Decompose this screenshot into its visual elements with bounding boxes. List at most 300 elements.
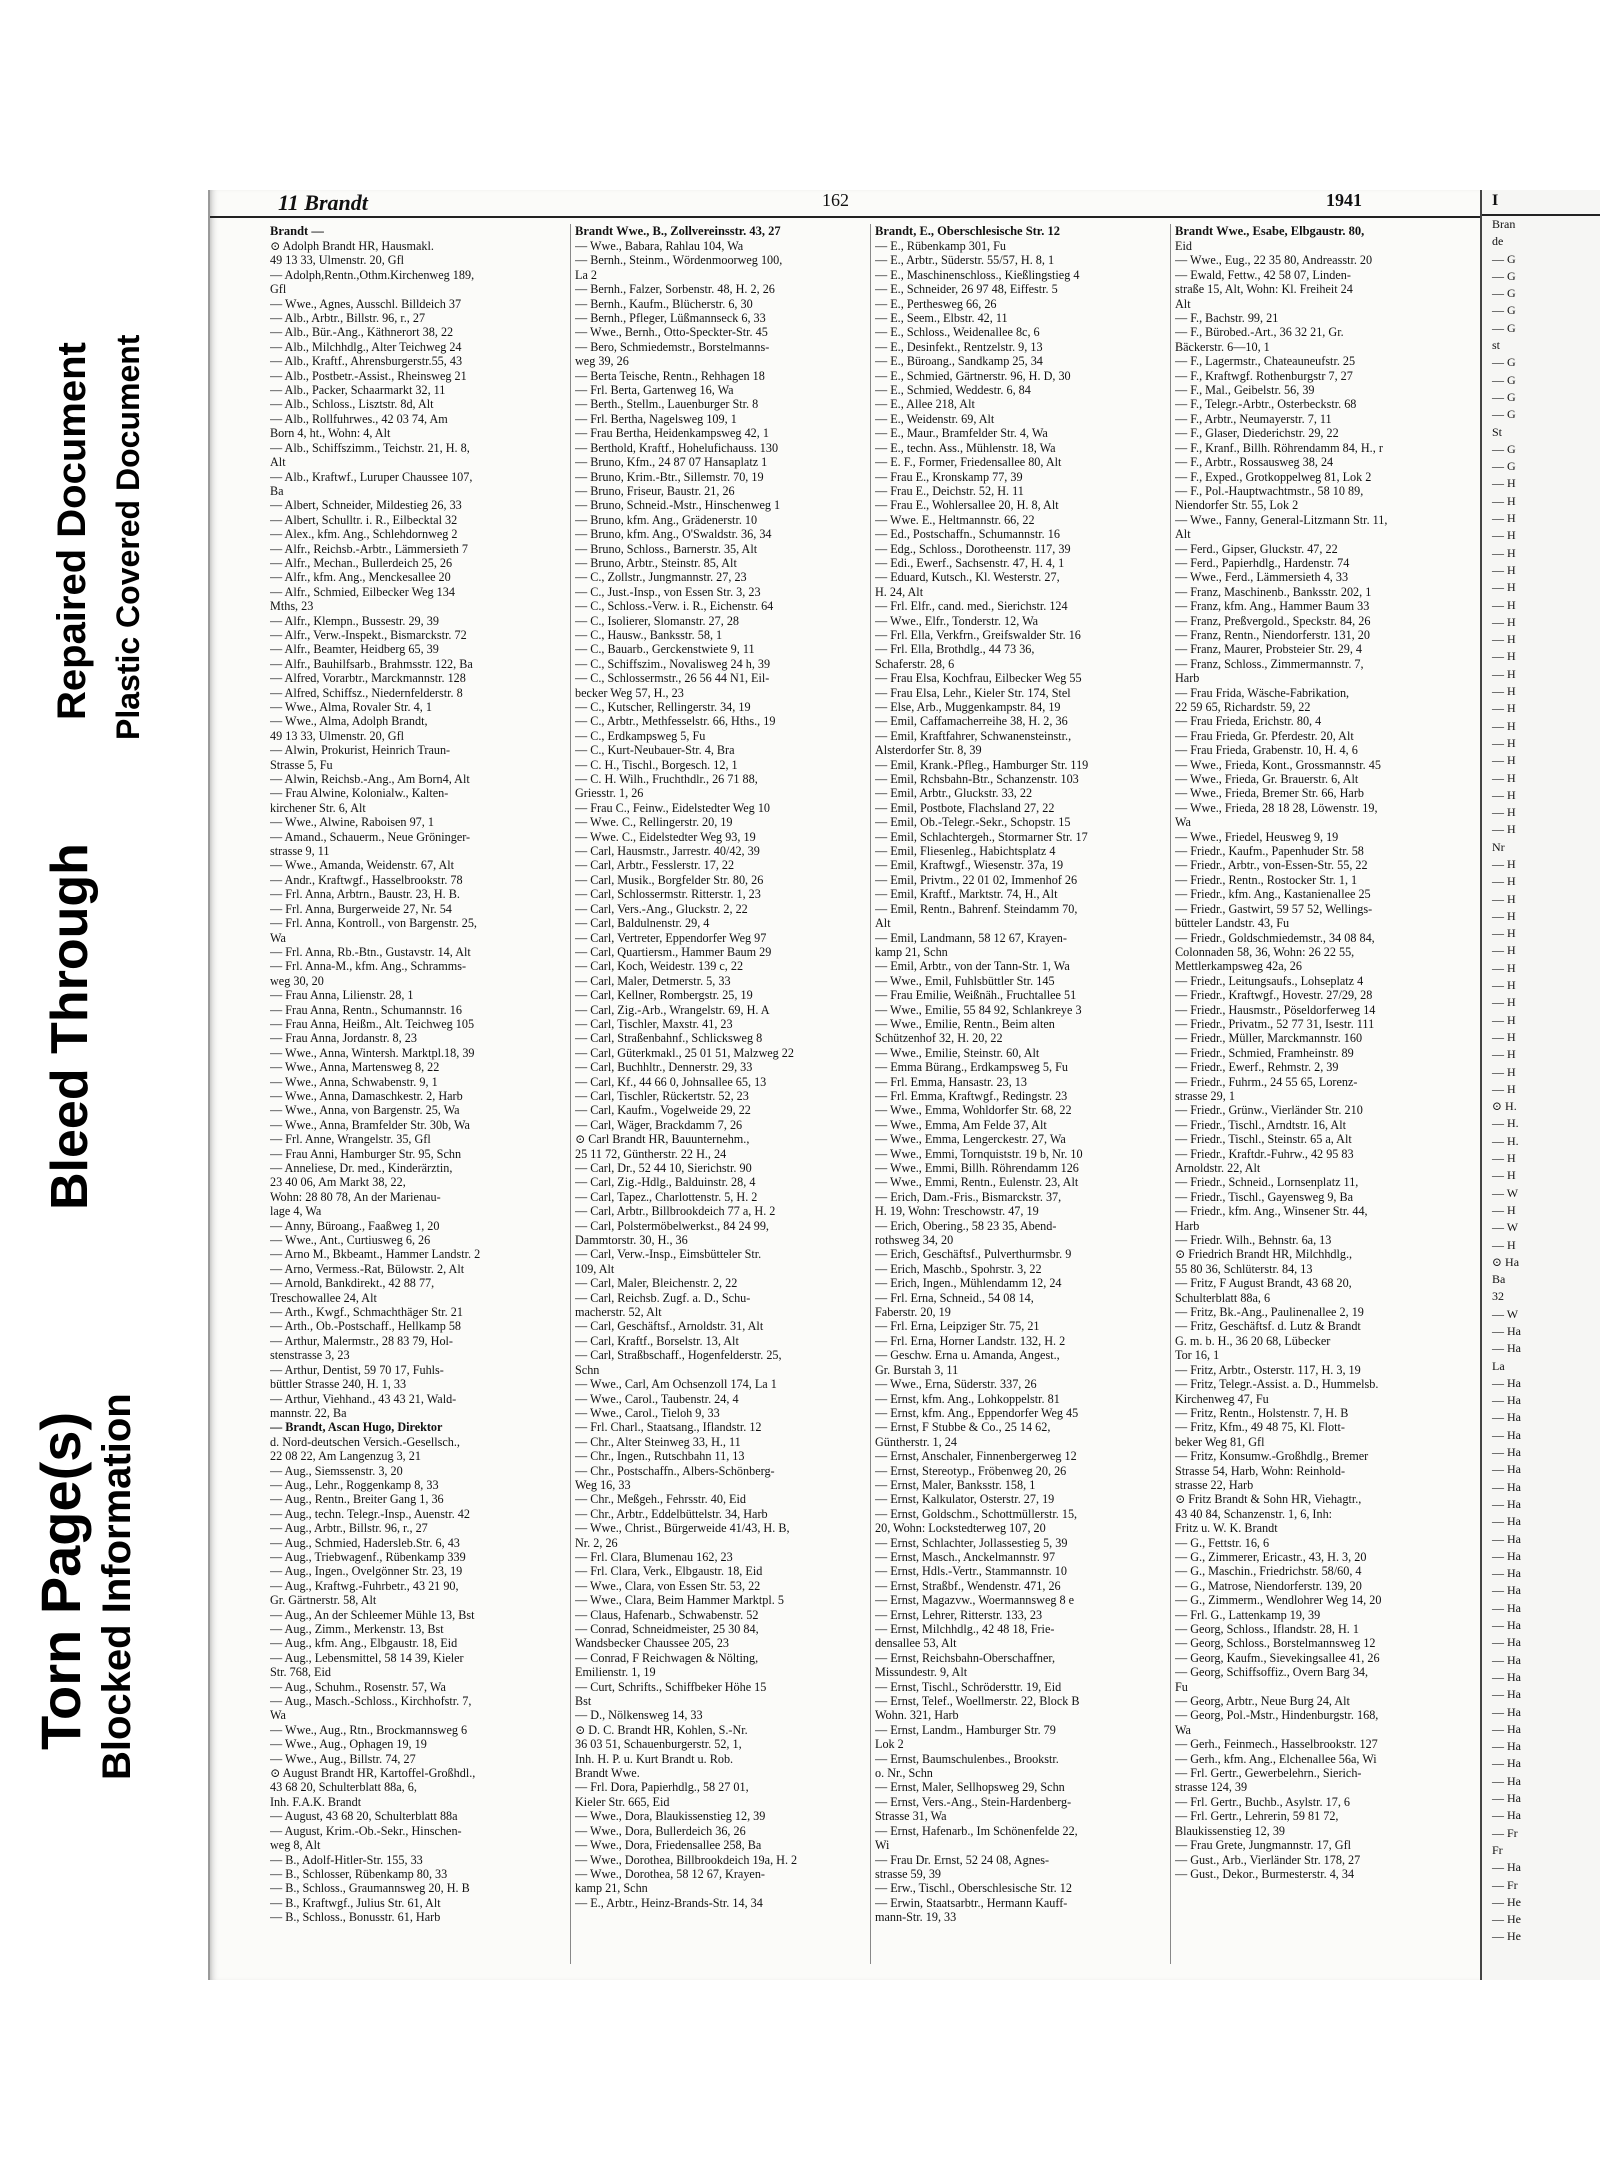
directory-entry: — F., Lagermstr., Chateauneufstr. 25 — [1175, 354, 1356, 369]
directory-entry: Schaferstr. 28, 6 — [875, 656, 955, 671]
directory-entry: 55 80 36, Schlüterstr. 84, 13 — [1175, 1261, 1313, 1276]
directory-entry: — Wwe., Ferd., Lämmersieth 4, 33 — [1175, 570, 1349, 585]
directory-entry: — Wwe., Emil, Fuhlsbüttler Str. 145 — [875, 973, 1055, 988]
label-bleed-through: Bleed Through — [41, 843, 99, 1210]
directory-entry: — Arthur, Malermstr., 28 83 79, Hol- — [270, 1333, 453, 1348]
directory-entry: — Wwe., Bernh., Otto-Speckter-Str. 45 — [575, 325, 768, 340]
directory-entry: — Frau Emilie, Weißnäh., Fruchtallee 51 — [875, 988, 1077, 1003]
directory-entry: — Wwe., Clara, Beim Hammer Marktpl. 5 — [575, 1593, 784, 1608]
directory-entry: — Franz, Schloss., Zimmermannstr. 7, — [1175, 656, 1364, 671]
directory-entry: Gr. Gärtnerstr. 58, Alt — [270, 1593, 377, 1608]
directory-entry: — E., techn. Ass., Mühlenstr. 18, Wa — [875, 440, 1056, 455]
directory-entry: — Fritz, Kfm., 49 48 75, Kl. Flott- — [1175, 1420, 1345, 1435]
directory-entry: Wohn: 28 80 78, An der Marienau- — [270, 1189, 441, 1204]
directory-entry: — G., Matrose, Niendorferstr. 139, 20 — [1175, 1578, 1362, 1593]
directory-entry: — Carl, Zig.-Hdlg., Balduinstr. 28, 4 — [575, 1175, 756, 1190]
directory-entry: — B., Adolf-Hitler-Str. 155, 33 — [270, 1852, 423, 1867]
adjacent-page-line: — H — [1492, 649, 1516, 664]
directory-entry: — Friedr., Schneid., Lornsenplatz 11, — [1175, 1175, 1359, 1190]
directory-entry: Eid — [1175, 239, 1192, 253]
directory-entry: — Ernst, Vers.-Ang., Stein-Hardenberg- — [875, 1794, 1072, 1809]
directory-entry: — Wwe., Frieda, Gr. Brauerstr. 6, Alt — [1175, 772, 1359, 787]
adjacent-page-line: — H — [1492, 770, 1516, 785]
directory-entry: — E., Maschinenschloss., Kießlingstieg 4 — [875, 267, 1080, 282]
directory-entry: — E., Arbtr., Heinz-Brands-Str. 14, 34 — [575, 1895, 763, 1910]
directory-entry: — F., Bürobed.-Art., 36 32 21, Gr. — [1175, 325, 1344, 340]
directory-entry: — Wwe., Anna, Martensweg 8, 22 — [270, 1060, 440, 1075]
label-torn-pages: Torn Page(s) — [29, 1411, 92, 1750]
directory-entry: — Wwe., Emmi, Tornquiststr. 19 b, Nr. 10 — [875, 1146, 1083, 1161]
directory-entry: — Ferd., Papierhdlg., Hardenstr. 74 — [1175, 555, 1350, 570]
directory-entry: — G., Maschin., Friedrichstr. 58/60, 4 — [1175, 1564, 1362, 1579]
directory-entry: — Frl. Dora, Papierhdlg., 58 27 01, — [575, 1780, 749, 1795]
adjacent-page-line: — Ha — [1492, 1427, 1521, 1442]
directory-entry: — F., Pol.-Hauptwachtmstr., 58 10 89, — [1175, 483, 1364, 498]
directory-entry: — Carl, Dr., 52 44 10, Sierichstr. 90 — [575, 1161, 752, 1175]
directory-entry: — Ernst, Hafenarb., Im Schönenfelde 22, — [875, 1823, 1078, 1838]
adjacent-page-line: st — [1492, 338, 1501, 353]
directory-entry: — Frl. Berta, Gartenweg 16, Wa — [575, 383, 734, 398]
directory-entry: — Carl, Buchhltr., Dennerstr. 29, 33 — [575, 1060, 753, 1075]
directory-entry: — Bruno, Schneid.-Mstr., Hinschenweg 1 — [575, 498, 781, 513]
directory-entry: — Alfr., Mechan., Bullerdeich 25, 26 — [270, 555, 453, 570]
directory-entry: — Carl, Vers.-Ang., Gluckstr. 2, 22 — [575, 901, 748, 916]
directory-entry: 20, Wohn: Lockstedterweg 107, 20 — [875, 1521, 1046, 1536]
adjacent-page-line: — Ha — [1492, 1739, 1521, 1754]
directory-entry: — Carl, Kaufm., Vogelweide 29, 22 — [575, 1103, 751, 1118]
directory-entry: — Frau Frieda, Grabenstr. 10, H. 4, 6 — [1175, 743, 1358, 758]
column-2 — [570, 224, 869, 1964]
directory-entry: — Anny, Büroang., Faaßweg 1, 20 — [270, 1218, 440, 1233]
directory-entry: — B., Schloss., Graumannsweg 20, H. B — [270, 1881, 470, 1896]
directory-entry: — Frl. Anna, Burgerweide 27, Nr. 54 — [270, 901, 452, 916]
directory-entry: — Carl, Polstermöbelwerkst., 84 24 99, — [575, 1218, 769, 1233]
directory-entry: — Arthur, Viehhand., 43 43 21, Wald- — [270, 1391, 457, 1406]
adjacent-page-line: — W — [1492, 1185, 1519, 1200]
directory-entry: — Wwe., Emmi, Rentn., Eulenstr. 23, Alt — [875, 1175, 1079, 1190]
directory-entry: Str. 768, Eid — [270, 1665, 331, 1680]
directory-entry: — Wwe., Dora, Blaukissenstieg 12, 39 — [575, 1809, 766, 1824]
directory-entry: weg 30, 20 — [270, 973, 324, 988]
adjacent-page-line: — H — [1492, 493, 1516, 508]
directory-entry: — Aug., Arbtr., Billstr. 96, r., 27 — [270, 1521, 428, 1536]
directory-entry: — Carl, Tischler, Maxstr. 41, 23 — [575, 1016, 733, 1031]
directory-entry: Alt — [1175, 296, 1191, 311]
adjacent-page-line: — Ha — [1492, 1410, 1521, 1425]
directory-entry: — Frl. Clara, Verk., Elbgaustr. 18, Eid — [575, 1564, 763, 1579]
directory-entry: — Wwe., Anna, Damaschkestr. 2, Harb — [270, 1088, 463, 1103]
directory-entry: — Erwin, Staatsarbtr., Hermann Kauff- — [875, 1895, 1068, 1910]
directory-entry: straße 15, Alt, Wohn: Kl. Freiheit 24 — [1175, 282, 1353, 297]
directory-entry: — Alfred, Vorarbtr., Marckmannstr. 128 — [270, 671, 466, 686]
directory-entry: — E., Schmied, Weddestr. 6, 84 — [875, 383, 1031, 398]
directory-entry: — Friedr., Privatm., 52 77 31, Isestr. 111 — [1175, 1016, 1375, 1031]
directory-entry: — Bernh., Falzer, Sorbenstr. 48, H. 2, 26 — [575, 282, 775, 297]
directory-entry: büttler Strasse 240, H. 1, 33 — [270, 1377, 407, 1392]
directory-entry: — Berta Teische, Rentn., Rehhagen 18 — [575, 368, 765, 383]
directory-entry: Bäckerstr. 6—10, 1 — [1175, 339, 1270, 354]
directory-entry: — Ferd., Gipser, Gluckstr. 47, 22 — [1175, 541, 1338, 556]
directory-entry: — Georg, Schloss., Iflandstr. 28, H. 1 — [1175, 1622, 1359, 1636]
directory-entry: — Berth., Stellm., Lauenburger Str. 8 — [575, 397, 759, 412]
directory-entry: — Wwe., Emilie, Rentn., Beim alten — [875, 1016, 1055, 1031]
directory-entry: Brandt Wwe. — [575, 1766, 640, 1781]
directory-entry: — Albert, Schulltr. i. R., Eilbecktal 32 — [270, 512, 458, 527]
directory-entry: — Wwe. E., Heltmannstr. 66, 22 — [875, 512, 1035, 527]
adjacent-page-line: — H — [1492, 1237, 1516, 1252]
directory-entry: — Carl, Quartiersm., Hammer Baum 29 — [575, 944, 772, 959]
directory-entry: 36 03 51, Schauenburgerstr. 52, 1, — [575, 1737, 742, 1752]
directory-entry: — Amand., Schauerm., Neue Gröninger- — [270, 829, 471, 844]
directory-entry: Lok 2 — [875, 1737, 904, 1752]
directory-entry: — Frl. Anna, Arbtrn., Baustr. 23, H. B. — [270, 887, 460, 902]
directory-entry: — Wwe., Aug., Billstr. 74, 27 — [270, 1751, 416, 1766]
directory-entry: Weg 16, 33 — [575, 1477, 631, 1492]
directory-entry: — Aug., Schuhm., Rosenstr. 57, Wa — [270, 1679, 446, 1694]
directory-entry: — Carl, Wäger, Brackdamm 7, 26 — [575, 1117, 743, 1132]
page-header — [210, 190, 1482, 218]
directory-entry: — Friedr., Müller, Marckmannstr. 160 — [1175, 1031, 1363, 1046]
directory-entry: — Frl. Erna, Leipziger Str. 75, 21 — [875, 1319, 1040, 1334]
adjacent-page-line: — H — [1492, 995, 1516, 1010]
directory-entry: — Brandt, Ascan Hugo, Direktor — [270, 1420, 443, 1435]
directory-entry: — Wwe., Anna, Bramfelder Str. 30b, Wa — [270, 1117, 470, 1132]
directory-entry: — Alfred, Schiffsz., Niedernfelderstr. 8 — [270, 685, 463, 700]
label-plastic-covered-document: Plastic Covered Document — [110, 334, 146, 740]
directory-entry: becker Weg 57, H., 23 — [575, 685, 684, 700]
directory-entry: — Carl, Maler, Bleichenstr. 2, 22 — [575, 1276, 738, 1291]
directory-entry: — Wwe., Alma, Adolph Brandt, — [270, 714, 428, 729]
adjacent-page-line: — Fr — [1492, 1877, 1518, 1892]
directory-entry: — Franz, Maschinenb., Banksstr. 202, 1 — [1175, 584, 1372, 599]
adjacent-page-line: — H. — [1492, 1133, 1519, 1148]
directory-entry: — E. F., Former, Friedensallee 80, Alt — [875, 455, 1062, 470]
column-heading: Brandt Wwe., B., Zollvereinsstr. 43, 27 — [575, 224, 781, 238]
directory-entry: — Friedr., Fuhrm., 24 55 65, Lorenz- — [1175, 1074, 1358, 1089]
directory-entry: Faberstr. 20, 19 — [875, 1305, 951, 1320]
adjacent-page-line: — Ha — [1492, 1600, 1521, 1615]
adjacent-page-line: — G — [1492, 268, 1516, 283]
adjacent-page-line: Bran — [1492, 217, 1516, 231]
directory-entry: — Georg, Schloss., Borstelmannsweg 12 — [1175, 1636, 1376, 1651]
directory-entry: — Friedr., Gastwirt, 59 57 52, Wellings- — [1175, 901, 1373, 916]
directory-entry: — Friedr., Rentn., Rostocker Str. 1, 1 — [1175, 872, 1358, 887]
directory-entry: — F., Arbtr., Rossausweg 38, 24 — [1175, 455, 1334, 470]
directory-entry: — Berthold, Kraftf., Hohelufichauss. 130 — [575, 440, 779, 455]
column-3 — [870, 224, 1169, 1964]
adjacent-page-line: — H — [1492, 545, 1516, 560]
adjacent-page-line: — G — [1492, 286, 1516, 301]
directory-entry: — Frau Elsa, Kochfrau, Eilbecker Weg 55 — [875, 671, 1082, 686]
column-entries — [875, 239, 1169, 1925]
adjacent-page-line: — H — [1492, 874, 1516, 889]
directory-entry: — Alb., Postbetr.-Assist., Rheinsweg 21 — [270, 368, 467, 383]
directory-entry: — B., Schloss., Bonusstr. 61, Harb — [270, 1910, 441, 1925]
directory-entry: — Frl. Gertr., Buchb., Asylstr. 17, 6 — [1175, 1794, 1351, 1809]
directory-entry: — F., Exped., Grotkoppelweg 81, Lok 2 — [1175, 469, 1372, 484]
page-number: 162 — [822, 190, 849, 210]
directory-entry: — Wwe., Babara, Rahlau 104, Wa — [575, 239, 744, 253]
directory-entry: Strasse 54, Harb, Wohn: Reinhold- — [1175, 1463, 1346, 1478]
directory-entry: 43 68 20, Schulterblatt 88a, 6, — [270, 1780, 417, 1795]
adjacent-page-line: St — [1492, 424, 1503, 439]
directory-entry: — C., Isolierer, Slomanstr. 27, 28 — [575, 613, 740, 628]
directory-entry: — Alb., Rollfuhrwes., 42 03 74, Am — [270, 411, 448, 426]
directory-entry: — Gerh., kfm. Ang., Elchenallee 56a, Wi — [1175, 1751, 1377, 1766]
directory-entry: — Frl. Bertha, Nagelsweg 109, 1 — [575, 411, 737, 426]
directory-entry: Born 4, ht., Wohn: 4, Alt — [270, 426, 391, 441]
directory-entry: — Frl. Anna-M., kfm. Ang., Schramms- — [270, 959, 467, 974]
directory-entry: — Wwe., Emma, Am Felde 37, Alt — [875, 1117, 1047, 1132]
directory-entry: — Bruno, Krim.-Btr., Sillemstr. 70, 19 — [575, 469, 764, 484]
directory-entry: — Carl, Hausmstr., Jarrestr. 40/42, 39 — [575, 844, 760, 859]
directory-entry: — Wwe., Dorothea, Billbrookdeich 19a, H. 2 — [575, 1852, 798, 1867]
directory-entry: mannstr. 22, Ba — [270, 1405, 347, 1420]
directory-entry: — Aug., Lebensmittel, 58 14 39, Kieler — [270, 1650, 464, 1665]
directory-entry: — Bruno, Friseur, Baustr. 21, 26 — [575, 483, 735, 498]
directory-entry: — Wwe., Dora, Bullerdeich 36, 26 — [575, 1823, 746, 1838]
directory-entry: — Conrad, F Reichwagen & Nölting, — [575, 1650, 759, 1665]
directory-entry: ⊙ Adolph Brandt HR, Hausmakl. — [270, 239, 434, 253]
directory-entry: — Wwe., Anna, Schwabenstr. 9, 1 — [270, 1074, 438, 1089]
directory-entry: — C., Kutscher, Rellingerstr. 34, 19 — [575, 700, 751, 714]
adjacent-page-line: — H — [1492, 1151, 1516, 1166]
directory-entry: — Friedr., Kaufm., Papenhuder Str. 58 — [1175, 844, 1364, 859]
directory-entry: — Frau Frieda, Erichstr. 80, 4 — [1175, 714, 1322, 729]
directory-entry: — Frau E., Wohlersallee 20, H. 8, Alt — [875, 498, 1059, 513]
directory-entry: — Wwe., Agnes, Ausschl. Billdeich 37 — [270, 296, 462, 311]
directory-entry: — E., Perthesweg 66, 26 — [875, 296, 997, 311]
directory-entry: — Frl. Charl., Staatsang., Iflandstr. 12 — [575, 1420, 762, 1435]
directory-entry: — Carl, Straßenbahnf., Schlicksweg 8 — [575, 1031, 763, 1046]
directory-entry: — Alfr., Schmied, Eilbecker Weg 134 — [270, 584, 455, 599]
directory-entry: — Arth., Kwgf., Schmachthäger Str. 21 — [270, 1305, 463, 1320]
adjacent-page-line: — He — [1492, 1894, 1521, 1909]
directory-entry: Ba — [270, 483, 284, 498]
directory-entry: — Ernst, Magazvw., Woermannsweg 8 e — [875, 1593, 1075, 1608]
directory-entry: Inh. F.A.K. Brandt — [270, 1794, 362, 1809]
directory-entry: — Ernst, Stereotyp., Fröbenweg 20, 26 — [875, 1463, 1067, 1478]
directory-entry: — Frau C., Feinw., Eidelstedter Weg 10 — [575, 800, 771, 815]
directory-entry: — Wwe. C., Eidelstedter Weg 93, 19 — [575, 829, 756, 844]
directory-entry: — Fritz, Konsumw.-Großhdlg., Bremer — [1175, 1449, 1369, 1464]
adjacent-page-line: — Ha — [1492, 1514, 1521, 1529]
directory-entry: kamp 21, Schn — [875, 944, 948, 959]
directory-entry: — Wwe., Christ., Bürgerweide 41/43, H. B, — [575, 1521, 790, 1536]
directory-entry: — Frau Anna, Heißm., Alt. Teichweg 105 — [270, 1016, 475, 1031]
directory-entry: — G., Zimmerer, Ericastr., 43, H. 3, 20 — [1175, 1549, 1367, 1564]
directory-entry: Güntherstr. 1, 24 — [875, 1434, 957, 1449]
column-entries — [270, 239, 564, 1925]
directory-entry: Inh. H. P. u. Kurt Brandt u. Rob. — [575, 1751, 734, 1766]
adjacent-page-line: ⊙ H. — [1492, 1099, 1517, 1114]
directory-entry: — Wwe., Frieda, Kont., Grossmannstr. 45 — [1175, 757, 1381, 772]
directory-entry: — Fritz, Bk.-Ang., Paulinenallee 2, 19 — [1175, 1305, 1364, 1320]
directory-entry: — Frl. Erna, Horner Landstr. 132, H. 2 — [875, 1333, 1066, 1348]
directory-entry: — Carl, Arbtr., Billbrookdeich 77 a, H. 2 — [575, 1204, 776, 1219]
adjacent-page-line: — Ha — [1492, 1618, 1521, 1633]
directory-entry: — Carl, Maler, Detmerstr. 5, 33 — [575, 973, 731, 988]
adjacent-page-line: — G — [1492, 303, 1516, 318]
directory-entry: — Fritz, F August Brandt, 43 68 20, — [1175, 1276, 1352, 1291]
adjacent-page-line: — Ha — [1492, 1791, 1521, 1806]
directory-entry: Wohn. 321, Harb — [875, 1708, 959, 1723]
directory-entry: — Chr., Ingen., Rutschbahn 11, 13 — [575, 1449, 745, 1464]
adjacent-page-line: — Ha — [1492, 1756, 1521, 1771]
adjacent-page-line: — Ha — [1492, 1704, 1521, 1719]
directory-entry: — Edi., Ewerf., Sachsenstr. 47, H. 4, 1 — [875, 555, 1065, 570]
directory-entry: — Wwe., Aug., Ophagen 19, 19 — [270, 1737, 427, 1752]
directory-entry: 23 40 06, Am Markt 38, 22, — [270, 1175, 406, 1190]
directory-entry: — Frau Bertha, Heidenkampsweg 42, 1 — [575, 426, 769, 441]
directory-entry: — Alb., Packer, Schaarmarkt 32, 11 — [270, 383, 446, 398]
directory-entry: — Fritz, Telegr.-Assist. a. D., Hummelsb. — [1175, 1377, 1379, 1392]
directory-entry: — Frl. Ella, Verkfrn., Greifswalder Str. 16 — [875, 627, 1081, 642]
directory-entry: — G., Zimmerm., Wendlohrer Weg 14, 20 — [1175, 1593, 1382, 1608]
adjacent-page-line: — Ha — [1492, 1808, 1521, 1823]
directory-entry: H. 24, Alt — [875, 584, 924, 599]
adjacent-page-line: — H — [1492, 1081, 1516, 1096]
directory-entry: Wi — [875, 1838, 890, 1853]
directory-entry: — C., Schiffszim., Novalisweg 24 h, 39 — [575, 656, 771, 671]
directory-entry: — Alb., Milchhdlg., Alter Teichweg 24 — [270, 339, 462, 354]
adjacent-page-line: La — [1492, 1358, 1505, 1373]
adjacent-page-line: — Ha — [1492, 1635, 1521, 1650]
directory-columns — [270, 224, 1470, 1964]
directory-entry: — Wwe., Amanda, Weidenstr. 67, Alt — [270, 858, 455, 873]
adjacent-page-line: — Ha — [1492, 1324, 1521, 1338]
directory-entry: Harb — [1175, 1218, 1200, 1233]
adjacent-page-line: — Ha — [1492, 1496, 1521, 1511]
directory-entry: — Frau Elsa, Lehr., Kieler Str. 174, Stel — [875, 685, 1071, 700]
adjacent-page-line: — G — [1492, 389, 1516, 404]
directory-entry: — Ed., Postschaffn., Schumannstr. 16 — [875, 527, 1060, 542]
directory-entry: — Carl, Arbtr., Fesslerstr. 17, 22 — [575, 858, 735, 873]
directory-entry: — Frl. Erna, Schneid., 54 08 14, — [875, 1290, 1034, 1305]
directory-entry: — Aug., kfm. Ang., Elbgaustr. 18, Eid — [270, 1636, 458, 1651]
directory-entry: — Ernst, Baumschulenbes., Brookstr. — [875, 1751, 1059, 1766]
directory-entry: — Ernst, Reichsbahn-Oberschaffner, — [875, 1650, 1056, 1665]
adjacent-page-lines — [1482, 216, 1600, 1946]
directory-entry: Gr. Burstah 3, 11 — [875, 1362, 959, 1377]
directory-entry: — Ernst, Tischl., Schrödersttr. 19, Eid — [875, 1679, 1062, 1694]
directory-entry: Griesstr. 1, 26 — [575, 786, 644, 801]
directory-entry: — Else, Arb., Muggenkampstr. 84, 19 — [875, 700, 1061, 714]
directory-entry: — Ernst, kfm. Ang., Eppendorfer Weg 45 — [875, 1405, 1079, 1420]
directory-entry: — C., Schlossermstr., 26 56 44 N1, Eil- — [575, 671, 770, 686]
directory-entry: — Wwe., Carol., Taubenstr. 24, 4 — [575, 1391, 739, 1406]
directory-entry: — Aug., Ingen., Ovelgönner Str. 23, 19 — [270, 1564, 463, 1579]
directory-entry: mann-Str. 19, 33 — [875, 1910, 957, 1925]
adjacent-page-line: — H. — [1492, 1116, 1519, 1131]
directory-entry: — Alwin, Reichsb.-Ang., Am Born4, Alt — [270, 772, 470, 787]
adjacent-page-line: Fr — [1492, 1842, 1503, 1857]
directory-entry: Strasse 5, Fu — [270, 757, 333, 772]
directory-entry: — D., Nölkensweg 14, 33 — [575, 1708, 703, 1723]
directory-entry: — Emil, Postbote, Flachsland 27, 22 — [875, 800, 1055, 815]
directory-entry: — Ernst, Lehrer, Ritterstr. 133, 23 — [875, 1607, 1043, 1622]
directory-entry: — Wwe., Emilie, Steinstr. 60, Alt — [875, 1045, 1040, 1060]
directory-entry: — E., Seem., Elbstr. 42, 11 — [875, 311, 1008, 326]
directory-entry: 22 59 65, Richardstr. 59, 22 — [1175, 700, 1311, 714]
adjacent-page-line: — H — [1492, 943, 1516, 958]
directory-entry: — Andr., Kraftwgf., Hasselbrookstr. 78 — [270, 872, 463, 887]
adjacent-page-line: — Ha — [1492, 1669, 1521, 1684]
directory-entry: — Ernst, Maler, Sellhopsweg 29, Schn — [875, 1780, 1065, 1795]
directory-entry: — Arth., Ob.-Postschaff., Hellkamp 58 — [270, 1319, 462, 1334]
adjacent-page-line: — H — [1492, 511, 1516, 526]
directory-entry: — Bruno, Kfm., 24 87 07 Hansaplatz 1 — [575, 455, 768, 470]
column-entries — [575, 239, 869, 1910]
directory-entry: — Ernst, Kalkulator, Osterstr. 27, 19 — [875, 1492, 1055, 1507]
directory-entry: — Ernst, Anschaler, Finnenbergerweg 12 — [875, 1449, 1077, 1464]
directory-entry: — Aug., Masch.-Schloss., Kirchhofstr. 7, — [270, 1694, 472, 1709]
directory-entry: — Curt, Schrifts., Schiffbeker Höhe 15 — [575, 1679, 767, 1694]
directory-entry: — Friedr., Arbtr., von-Essen-Str. 55, 22 — [1175, 858, 1368, 873]
directory-entry: — C., Schloss.-Verw. i. R., Eichenstr. 64 — [575, 599, 774, 614]
directory-entry: ⊙ Carl Brandt HR, Bauunternehm., — [575, 1132, 750, 1147]
directory-entry: — Albert, Schneider, Mildestieg 26, 33 — [270, 498, 462, 513]
directory-entry: — E., Rübenkamp 301, Fu — [875, 239, 1007, 253]
directory-entry: 25 11 72, Güntherstr. 22 H., 24 — [575, 1146, 727, 1161]
directory-entry: — Emil, Privtm., 22 01 02, Immenhof 26 — [875, 872, 1078, 887]
directory-entry: strasse 22, Harb — [1175, 1477, 1254, 1492]
directory-entry: Wa — [1175, 815, 1191, 830]
directory-entry: — E., Büroang., Sandkamp 25, 34 — [875, 354, 1043, 369]
directory-entry: — Gerh., Feinmech., Hasselbrookstr. 127 — [1175, 1737, 1378, 1752]
adjacent-page-line: — H — [1492, 684, 1516, 699]
directory-entry: — Alfr., Reichsb.-Arbtr., Lämmersieth 7 — [270, 541, 469, 556]
directory-entry: — Emil, Kraftfahrer, Schwanensteinstr., — [875, 728, 1072, 743]
adjacent-page-line: — H — [1492, 614, 1516, 629]
adjacent-page-line: — G — [1492, 459, 1516, 474]
adjacent-page-line: de — [1492, 234, 1504, 249]
directory-entry: — F., Glaser, Diederichstr. 29, 22 — [1175, 426, 1339, 441]
directory-entry: — Aug., Zimm., Merkenstr. 13, Bst — [270, 1622, 444, 1636]
directory-entry: — Erich, Ingen., Mühlendamm 12, 24 — [875, 1276, 1062, 1291]
directory-entry: — Friedr., Hausmstr., Pöseldorferweg 14 — [1175, 1002, 1376, 1017]
directory-entry: — Ewald, Fettw., 42 58 07, Linden- — [1175, 267, 1351, 282]
adjacent-page-line: — Ha — [1492, 1687, 1521, 1702]
adjacent-page-line: — H — [1492, 926, 1516, 941]
directory-entry: — Aug., An der Schleemer Mühle 13, Bst — [270, 1607, 475, 1622]
directory-entry: — Eduard, Kutsch., Kl. Westerstr. 27, — [875, 570, 1060, 585]
directory-entry: — Aug., Rentn., Breiter Gang 1, 36 — [270, 1492, 444, 1507]
directory-entry: — Alex., kfm. Ang., Schlehdornweg 2 — [270, 527, 458, 542]
directory-entry: — Ernst, Hdls.-Vertr., Stammannstr. 10 — [875, 1564, 1067, 1579]
directory-entry: — Alb., Arbtr., Billstr. 96, r., 27 — [270, 311, 426, 326]
directory-entry: — Emil, Kraftwgf., Wiesenstr. 37a, 19 — [875, 858, 1064, 873]
directory-entry: — Wwe., Emmi, Billh. Röhrendamm 126 — [875, 1161, 1079, 1175]
directory-entry: — Alb., Kraftf., Ahrensburgerstr.55, 43 — [270, 354, 463, 369]
directory-entry: G. m. b. H., 36 20 68, Lübecker — [1175, 1333, 1331, 1348]
directory-entry: ⊙ August Brandt HR, Kartoffel-Großhdl., — [270, 1766, 476, 1781]
directory-entry: — E., Maur., Bramfelder Str. 4, Wa — [875, 426, 1048, 441]
directory-entry: Alsterdorfer Str. 8, 39 — [875, 743, 982, 758]
column-1 — [270, 224, 564, 1964]
directory-entry: lage 4, Wa — [270, 1204, 322, 1219]
directory-entry: — Bruno, Arbtr., Steinstr. 85, Alt — [575, 555, 737, 570]
directory-entry: Kieler Str. 665, Eid — [575, 1794, 670, 1809]
directory-entry: — Aug., Kraftwg.-Fuhrbetr., 43 21 90, — [270, 1578, 459, 1593]
adjacent-page-line: — G — [1492, 355, 1516, 370]
adjacent-page-line: — H — [1492, 908, 1516, 923]
directory-entry: — Conrad, Schneidmeister, 25 30 84, — [575, 1622, 759, 1636]
adjacent-page-line: — W — [1492, 1306, 1519, 1321]
directory-entry: Missundestr. 9, Alt — [875, 1665, 968, 1680]
directory-entry: — Alfr., Bauhilfsarb., Brahmsstr. 122, Ba — [270, 656, 473, 671]
adjacent-page-line: — H — [1492, 1047, 1516, 1062]
